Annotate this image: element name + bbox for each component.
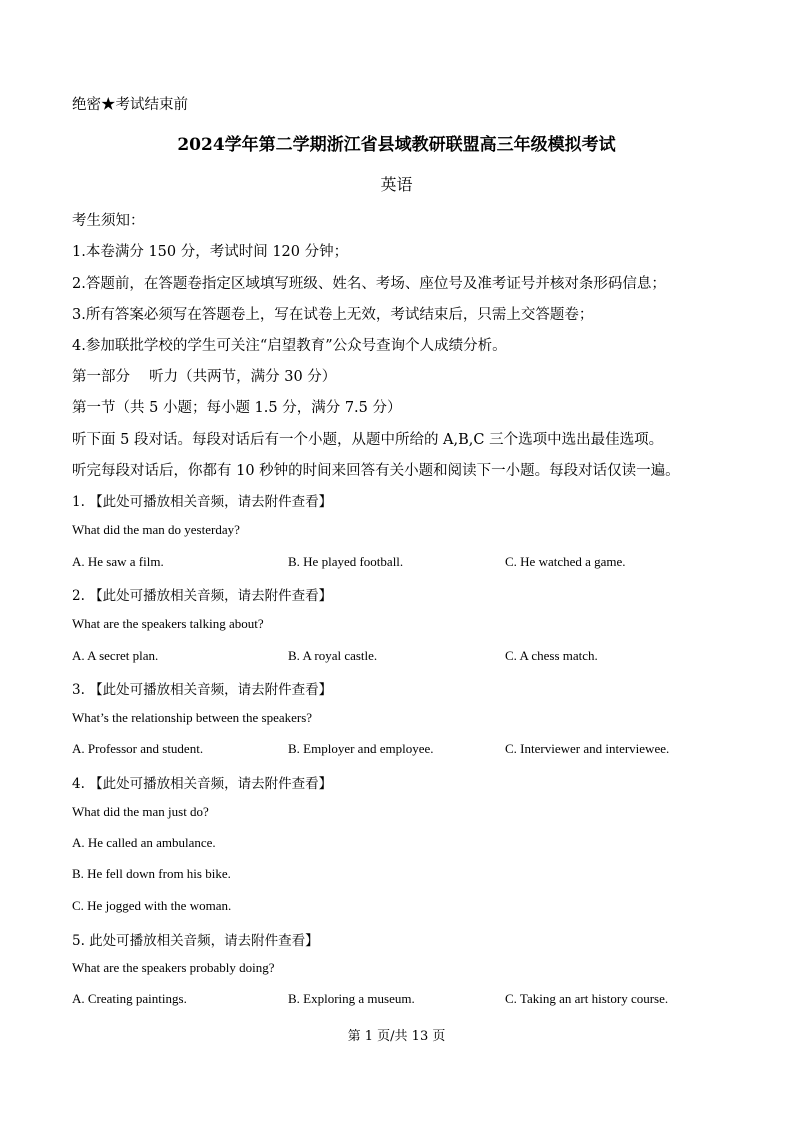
instruction-line: 听完每段对话后，你都有 10 秒钟的时间来回答有关小题和阅读下一小题。每段对话仅读一遍。 bbox=[72, 463, 680, 479]
question-stem: What are the speakers talking about? bbox=[72, 616, 264, 631]
notice-heading: 考生须知： bbox=[72, 213, 145, 229]
confidential-label: 绝密★考试结束前 bbox=[72, 97, 188, 113]
question-stem: What’s the relationship between the speakers? bbox=[72, 710, 313, 725]
notice-item: 3.所有答案必须写在答题卷上，写在试卷上无效，考试结束后，只需上交答题卷； bbox=[72, 307, 594, 323]
option-c: C. Interviewer and interviewee. bbox=[505, 741, 670, 756]
option-c: C. He jogged with the woman. bbox=[72, 898, 232, 913]
instruction-line: 听下面 5 段对话。每段对话后有一个小题，从题中所给的 A,B,C 三个选项中选出最佳选项。 bbox=[72, 432, 664, 448]
subject-title: 英语 bbox=[380, 175, 413, 194]
question-label: 5. 此处可播放相关音频，请去附件查看】 bbox=[72, 933, 319, 949]
option-b: B. Employer and employee. bbox=[288, 741, 434, 756]
option-c: C. He watched a game. bbox=[505, 554, 626, 569]
option-b: B. A royal castle. bbox=[288, 648, 378, 663]
question-label: 2. 【此处可播放相关音频，请去附件查看】 bbox=[72, 588, 333, 604]
option-b: B. He played football. bbox=[288, 554, 404, 569]
part-heading: 第一部分 听力（共两节，满分 30 分） bbox=[72, 369, 337, 385]
exam-title: 2024学年第二学期浙江省县域教研联盟高三年级模拟考试 bbox=[177, 135, 616, 155]
question-label: 4. 【此处可播放相关音频，请去附件查看】 bbox=[72, 776, 333, 792]
option-c: C. Taking an art history course. bbox=[505, 991, 669, 1006]
option-c: C. A chess match. bbox=[505, 648, 598, 663]
option-b: B. He fell down from his bike. bbox=[72, 866, 231, 881]
option-a: A. Creating paintings. bbox=[72, 991, 187, 1006]
notice-item: 2.答题前，在答题卷指定区域填写班级、姓名、考场、座位号及准考证号并核对条形码信息； bbox=[72, 276, 666, 292]
page-number: 第 1 页/共 13 页 bbox=[347, 1029, 446, 1044]
option-b: B. Exploring a museum. bbox=[288, 991, 415, 1006]
option-a: A. He called an ambulance. bbox=[72, 835, 216, 850]
question-label: 1. 【此处可播放相关音频，请去附件查看】 bbox=[72, 494, 333, 510]
option-a: A. A secret plan. bbox=[72, 648, 159, 663]
question-stem: What did the man just do? bbox=[72, 804, 209, 819]
notice-item: 1.本卷满分 150 分，考试时间 120 分钟； bbox=[72, 244, 349, 260]
question-label: 3. 【此处可播放相关音频，请去附件查看】 bbox=[72, 682, 333, 698]
option-a: A. He saw a film. bbox=[72, 554, 164, 569]
notice-item: 4.参加联批学校的学生可关注“启望教育”公众号查询个人成绩分析。 bbox=[72, 338, 507, 354]
question-stem: What are the speakers probably doing? bbox=[72, 960, 275, 975]
option-a: A. Professor and student. bbox=[72, 741, 204, 756]
question-stem: What did the man do yesterday? bbox=[72, 522, 240, 537]
subsection-heading: 第一节（共 5 小题；每小题 1.5 分，满分 7.5 分） bbox=[72, 400, 402, 416]
